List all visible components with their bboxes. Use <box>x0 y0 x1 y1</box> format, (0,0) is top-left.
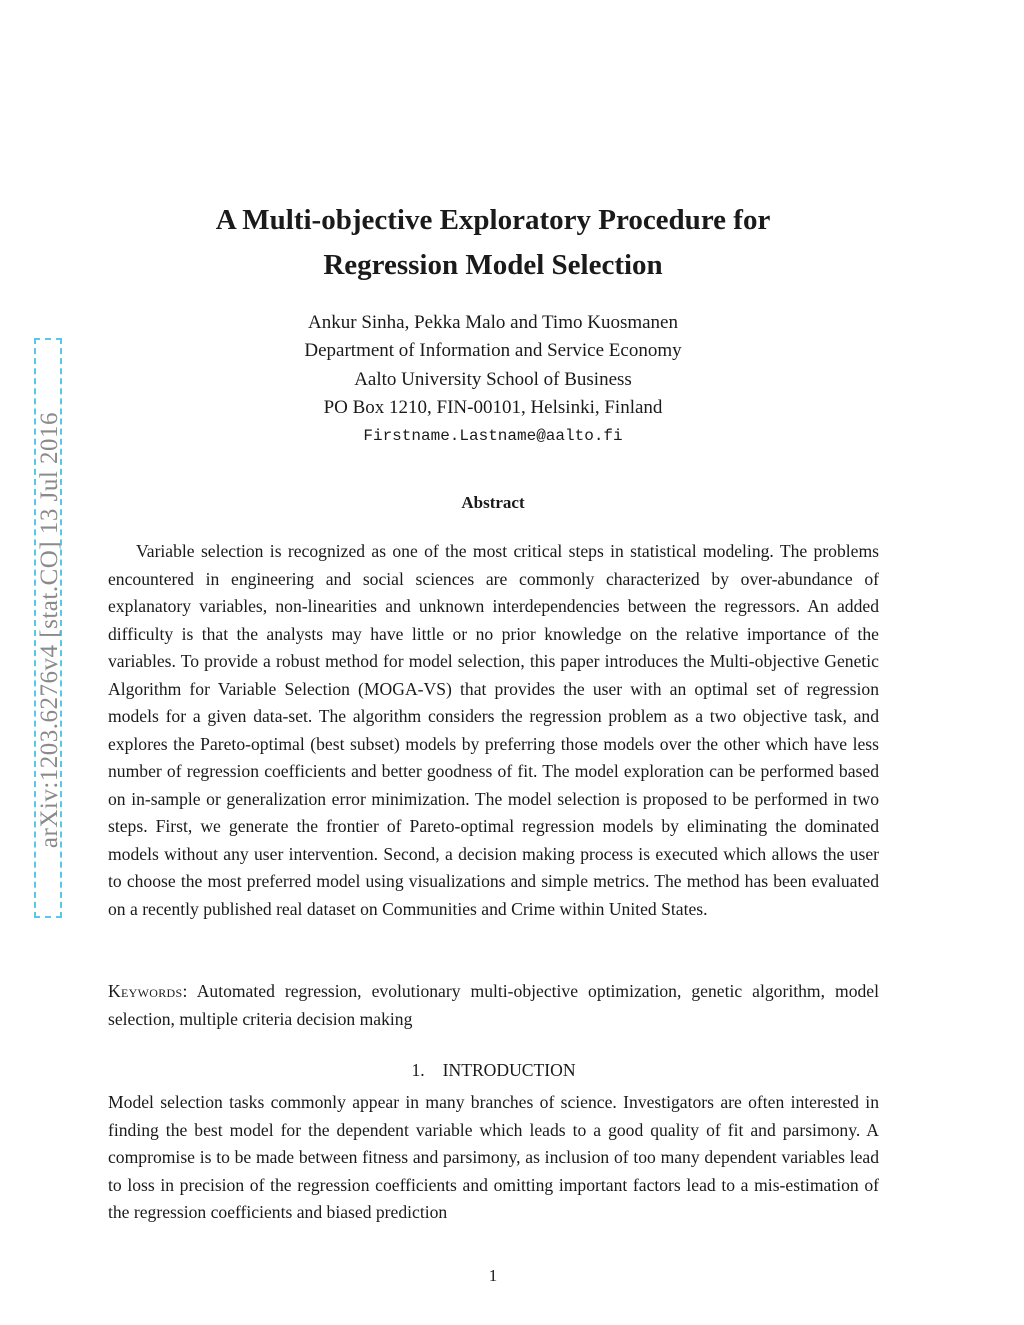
arxiv-identifier: arXiv:1203.6276v4 [stat.CO] 13 Jul 2016 <box>36 411 63 849</box>
page-number: 1 <box>488 1266 498 1285</box>
section-heading <box>108 1060 879 1081</box>
title-line-2: Regression Model Selection <box>323 249 663 281</box>
paper-title <box>140 198 846 288</box>
author-institution: Aalto University School of Business <box>354 368 632 390</box>
author-names: Ankur Sinha, Pekka Malo and Timo Kuosmanen <box>308 312 678 333</box>
abstract-heading: Abstract <box>461 493 525 512</box>
arxiv-stamp <box>34 338 62 918</box>
author-address: PO Box 1210, FIN-00101, Helsinki, Finland <box>323 396 663 418</box>
author-email: Firstname.Lastname@aalto.fi <box>363 427 623 446</box>
title-line-1: A Multi-objective Exploratory Procedure for <box>215 204 771 236</box>
section-number: 1. <box>411 1060 425 1080</box>
intro-paragraph: Model selection tasks commonly appear in many branches of science. Investigators are often interested in finding the best model for the dependent variable which leads to a good quality of fit and parsimony. A compromise is to be made between fitness and parsimony, as inclusion of too many dependent variables lead to loss in precision of the regression coefficients and omitting important factors lead to a mis-estimation of the regression coefficients and biased prediction <box>108 1092 879 1222</box>
abstract-text: Variable selection is recognized as one of the most critical steps in statistical modeling. The problems encountered in engineering and social sciences are commonly characterized by over-abundance of explanatory variables, non-linearities and unknown interdependencies between the regressors. An added difficulty is that the analysts may have little or no prior knowledge on the relative importance of the variables. To provide a robust method for model selection, this paper introduces the Multi-objective Genetic Algorithm for Variable Selection (MOGA-VS) that provides the user with an optimal set of regression models for a given data-set. The algorithm considers the regression problem as a two objective task, and explores the Pareto-optimal (best subset) models by preferring those models over the other which have less number of regression coefficients and better goodness of fit. The model exploration can be performed based on in-sample or generalization error minimization. The model selection is proposed to be performed in two steps. First, we generate the frontier of Pareto-optimal regression models by eliminating the dominated models without any user intervention. Second, a decision making process is executed which allows the user to choose the most preferred model using visualizations and simple metrics. The method has been evaluated on a recently published real dataset on Communities and Crime within United States. <box>108 541 879 919</box>
author-block <box>140 309 846 450</box>
author-department: Department of Information and Service Economy <box>304 340 682 362</box>
keywords-label: Keywords: <box>108 981 188 1001</box>
keywords-text: Automated regression, evolutionary multi-objective optimization, genetic algorithm, model selection, multiple criteria decision making <box>108 981 879 1029</box>
keywords <box>108 978 879 1033</box>
section-title: INTRODUCTION <box>442 1060 576 1080</box>
